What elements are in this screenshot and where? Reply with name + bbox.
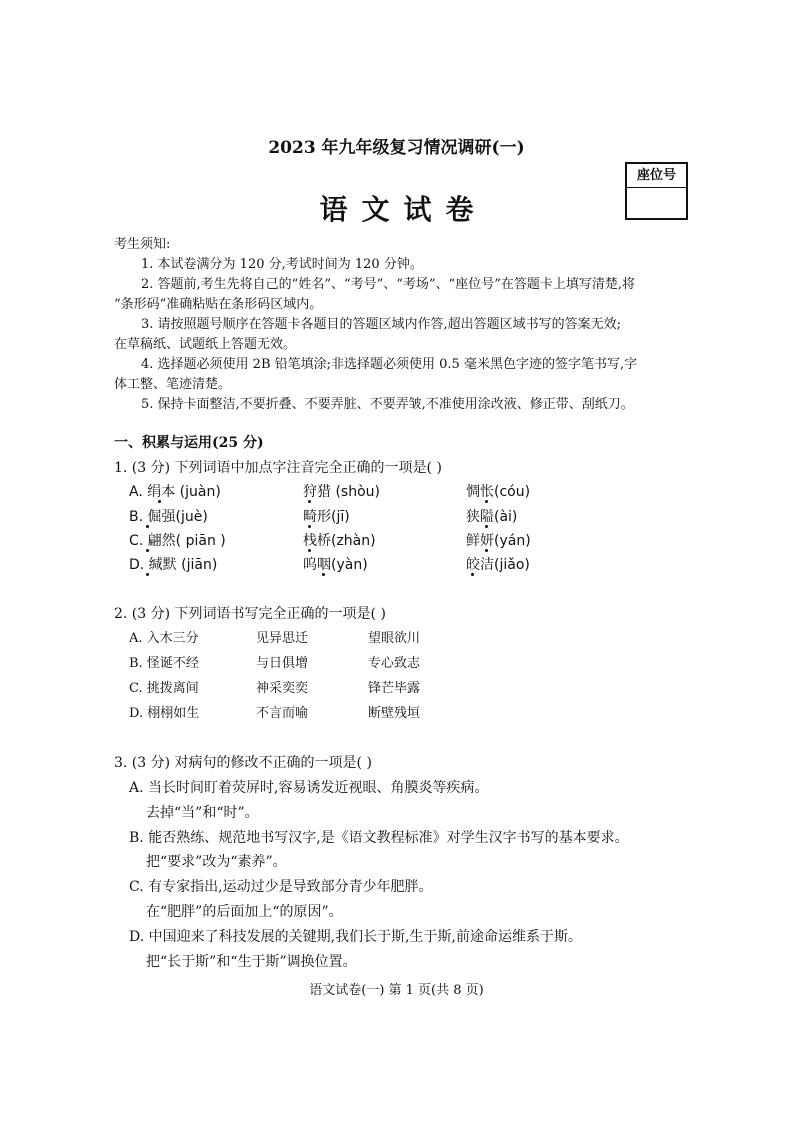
q2-option-a-2: 见异思迁	[256, 631, 309, 646]
emphasis-dot	[308, 525, 311, 528]
q2-option-a-3: 望眼欲川	[368, 631, 421, 646]
q3-option-a: A. 当长时间盯着荧屏时,容易诱发近视眼、角膜炎等疾病。	[129, 780, 489, 796]
emphasis-dot	[485, 500, 488, 503]
q1-option-c-3: 鲜妍(yán)	[466, 533, 531, 549]
q2-option-c-2: 神采奕奕	[256, 681, 309, 696]
section-heading: 一、积累与运用(25 分)	[114, 435, 264, 451]
emphasis-dot	[146, 525, 149, 528]
q1-option-a-2: 狩猎 (shòu)	[303, 484, 380, 500]
subject-title: 语文试卷	[319, 193, 488, 226]
q2-option-c-3: 锋芒毕露	[368, 681, 421, 696]
q3-option-d-fix: 把“长于斯”和“生于斯”调换位置。	[146, 954, 357, 970]
q1-option-c-1: C. 翩然( piān )	[129, 533, 226, 549]
q2-option-a-1: A. 入木三分	[129, 631, 199, 646]
notice-line: 3. 请按照题号顺序在答题卡各题目的答题区域内作答,超出答题区域书写的答案无效;	[141, 317, 622, 332]
emphasis-dot	[322, 573, 325, 576]
q3-option-c: C. 有专家指出,运动过少是导致部分青少年肥胖。	[129, 879, 433, 895]
notice-line: 5. 保持卡面整洁,不要折叠、不要弄脏、不要弄皱,不准使用涂改液、修正带、刮纸刀。	[141, 397, 634, 412]
q1-option-b-3: 狭隘(ài)	[466, 509, 518, 525]
q3-option-a-fix: 去掉“当”和“时”。	[146, 805, 259, 821]
emphasis-dot	[471, 573, 474, 576]
notice-line: 在草稿纸、试题纸上答题无效。	[114, 337, 297, 352]
q1-option-d-1: D. 缄默 (jiān)	[129, 557, 218, 573]
q2-option-d-3: 断壁残垣	[368, 706, 421, 721]
q2-option-d-1: D. 栩栩如生	[129, 706, 200, 721]
q3-option-d: D. 中国迎来了科技发展的关键期,我们长于斯,生于斯,前途命运维系于斯。	[129, 929, 582, 945]
notice-heading: 考生须知:	[114, 237, 171, 252]
notice-line: 2. 答题前,考生先将自己的“姓名”、“考号”、“考场”、“座位号”在答题卡上填写清楚,将	[141, 277, 635, 292]
q2-option-c-1: C. 挑拨离间	[129, 681, 199, 696]
emphasis-dot	[308, 549, 311, 552]
emphasis-dot	[485, 549, 488, 552]
notice-line: 体工整、笔迹清楚。	[114, 377, 232, 392]
emphasis-dot	[146, 573, 149, 576]
q1-option-b-1: B. 倔强(juè)	[129, 509, 208, 525]
q3-option-b-fix: 把“要求”改为“素养”。	[146, 854, 287, 870]
exam-title: 2023 年九年级复习情况调研(一)	[268, 138, 525, 158]
q1-option-d-3: 皎洁(jiǎo)	[466, 557, 530, 573]
emphasis-dot	[146, 549, 149, 552]
q2-option-b-1: B. 怪诞不经	[129, 656, 199, 671]
q2-option-b-2: 与日俱增	[256, 656, 309, 671]
question-1-stem: 1. (3 分) 下列词语中加点字注音完全正确的一项是( )	[114, 460, 442, 476]
q3-option-c-fix: 在“肥胖”的后面加上“的原因”。	[146, 904, 343, 920]
q1-option-d-2: 呜咽(yàn)	[303, 557, 368, 573]
emphasis-dot	[158, 500, 161, 503]
notice-line: “条形码”准确粘贴在条形码区域内。	[114, 297, 323, 312]
page-footer: 语文试卷(一) 第 1 页(共 8 页)	[309, 983, 484, 998]
emphasis-dot	[308, 500, 311, 503]
notice-line: 1. 本试卷满分为 120 分,考试时间为 120 分钟。	[141, 257, 423, 272]
q1-option-c-2: 栈桥(zhàn)	[303, 533, 376, 549]
q1-option-b-2: 畸形(jī)	[303, 509, 350, 525]
q1-option-a-3: 惆怅(cóu)	[466, 484, 531, 500]
q2-option-d-2: 不言而喻	[256, 706, 309, 721]
q3-option-b: B. 能否熟练、规范地书写汉字,是《语文教程标准》对学生汉字书写的基本要求。	[129, 830, 629, 846]
q2-option-b-3: 专心致志	[368, 656, 421, 671]
emphasis-dot	[485, 525, 488, 528]
question-3-stem: 3. (3 分) 对病句的修改不正确的一项是( )	[114, 755, 372, 771]
question-2-stem: 2. (3 分) 下列词语书写完全正确的一项是( )	[114, 606, 386, 622]
notice-line: 4. 选择题必须使用 2B 铅笔填涂;非选择题必须使用 0.5 毫米黑色字迹的签字笔书写,字	[141, 357, 638, 372]
seat-number-label: 座位号	[627, 164, 686, 188]
q1-option-a-1: A. 绢本 (juàn)	[129, 484, 221, 500]
